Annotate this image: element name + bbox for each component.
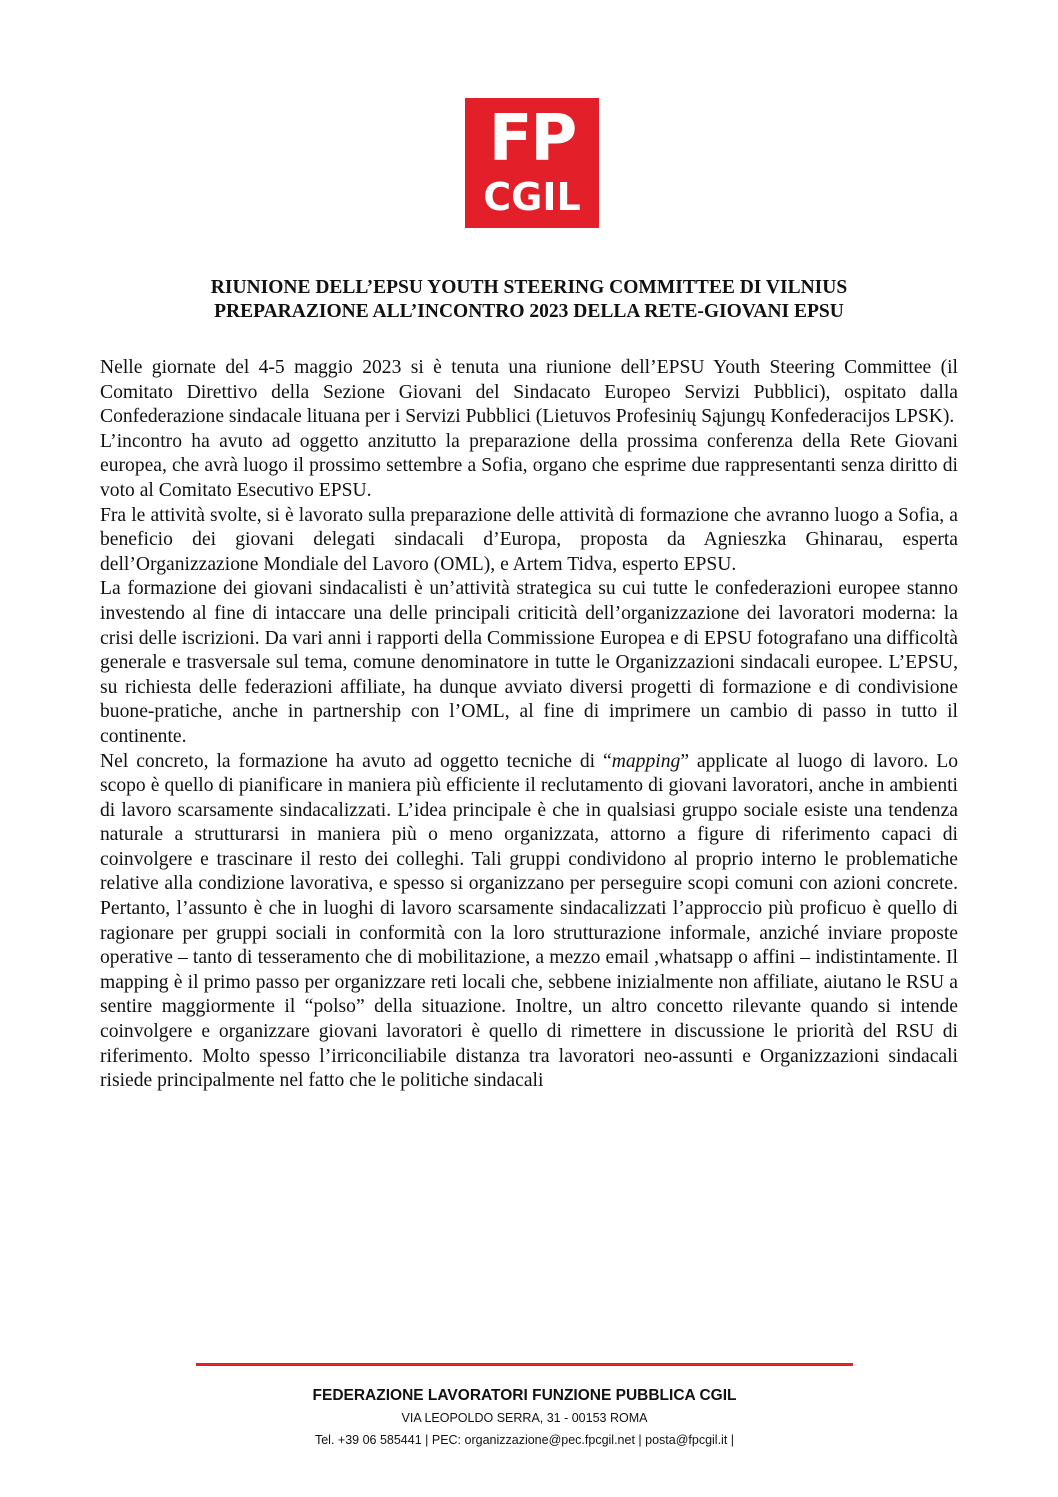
logo-fp-text: FP — [488, 102, 576, 176]
footer-address: VIA LEOPOLDO SERRA, 31 - 00153 ROMA — [401, 1411, 648, 1425]
paragraph-5 — [100, 750, 958, 1094]
mapping-term: mapping — [611, 750, 681, 772]
document-title — [100, 276, 958, 324]
paragraph-5-start: Nel concreto, la formazione ha avuto ad oggetto tecniche di “ — [100, 750, 612, 772]
footer-divider — [196, 1363, 853, 1366]
footer-organization: FEDERAZIONE LAVORATORI FUNZIONE PUBBLICA CGIL — [312, 1387, 737, 1404]
paragraph-1: Nelle giornate del 4-5 maggio 2023 si è tenuta una riunione dell’EPSU Youth Steering Committee (il Comitato Direttivo della Sezione Giovani del Sindacato Europeo Servizi Pubblici), ospitato dalla Confederazione sindacale lituana per i Servizi Pubblici (Lietuvos Profesinių Sąjungų Konfederacijos LPSK). — [100, 357, 958, 428]
paragraph-5-rest: ” applicate al luogo di lavoro. Lo scopo è quello di pianificare in maniera più efficiente il reclutamento di giovani lavoratori, anche in ambienti di lavoro scarsamente sindacalizzati. L’idea principale è che in qualsiasi gruppo sociale esiste una tendenza naturale a strutturarsi in maniera più o meno organizzata, attorno a figure di riferimento capaci di coinvolgere e trascinare il resto dei colleghi. Tali gruppi condividono al proprio interno le problematiche relative alla condizione lavorativa, e spesso si organizzano per perseguire scopi comuni con azioni concrete. Pertanto, l’assunto è che in luoghi di lavoro scarsamente sindacalizzati l’approccio più proficuo è quello di ragionare per gruppi sociali in conformità con la loro strutturazione informale, anziché inviare proposte operative – tanto di tesseramento che di mobilitazione, a mezzo email ,whatsapp o affini – indistintamente. Il mapping è il primo passo per organizzare reti locali che, sebbene inizialmente non affiliate, aiutano le RSU a sentire maggiormente il “polso” della situazione. Inoltre, un altro concetto rilevante quando si intende coinvolgere e organizzare giovani lavoratori è quello di rimettere in discussione le priorità del RSU di riferimento. Molto spesso l’irriconciliabile distanza tra lavoratori neo-assunti e Organizzazioni sindacali risiede principalmente nel fatto che le politiche sindacali — [100, 750, 958, 1092]
logo-cgil-text: CGIL — [483, 175, 581, 219]
paragraph-3: Fra le attività svolte, si è lavorato sulla preparazione delle attività di formazione che avranno luogo a Sofia, a beneficio dei giovani delegati sindacali d’Europa, proposta da Agnieszka Ghinarau, esperta dell’Organizzazione Mondiale del Lavoro (OML), e Artem Tidva, esperto EPSU. — [100, 504, 958, 575]
paragraph-2: L’incontro ha avuto ad oggetto anzitutto la preparazione della prossima conferenza della Rete Giovani europea, che avrà luogo il prossimo settembre a Sofia, organo che esprime due rappresentanti senza diritto di voto al Comitato Esecutivo EPSU. — [100, 430, 958, 501]
paragraph-4: La formazione dei giovani sindacalisti è un’attività strategica su cui tutte le confederazioni europee stanno investendo al fine di intaccare una delle principali criticità dell’organizzazione dei lavoratori moderna: la crisi delle iscrizioni. Da vari anni i rapporti della Commissione Europea e di EPSU fotografano una difficoltà generale e trasversale sul tema, comune denominatore in tutte le Organizzazioni sindacali europee. L’EPSU, su richiesta delle federazioni affiliate, ha dunque avviato diversi progetti di formazione e di condivisione buone-pratiche, anche in partnership con l’OML, al fine di imprimere un cambio di passo in tutto il continente. — [100, 578, 958, 747]
fp-cgil-logo — [465, 98, 599, 228]
footer-contact: Tel. +39 06 585441 | PEC: organizzazione@pec.fpcgil.net | posta@fpcgil.it | — [314, 1433, 735, 1447]
document-body — [100, 356, 958, 1094]
title-line-1: RIUNIONE DELL’EPSU YOUTH STEERING COMMITTEE DI VILNIUS — [210, 277, 848, 298]
title-line-2: PREPARAZIONE ALL’INCONTRO 2023 DELLA RETE-GIOVANI EPSU — [214, 301, 844, 322]
